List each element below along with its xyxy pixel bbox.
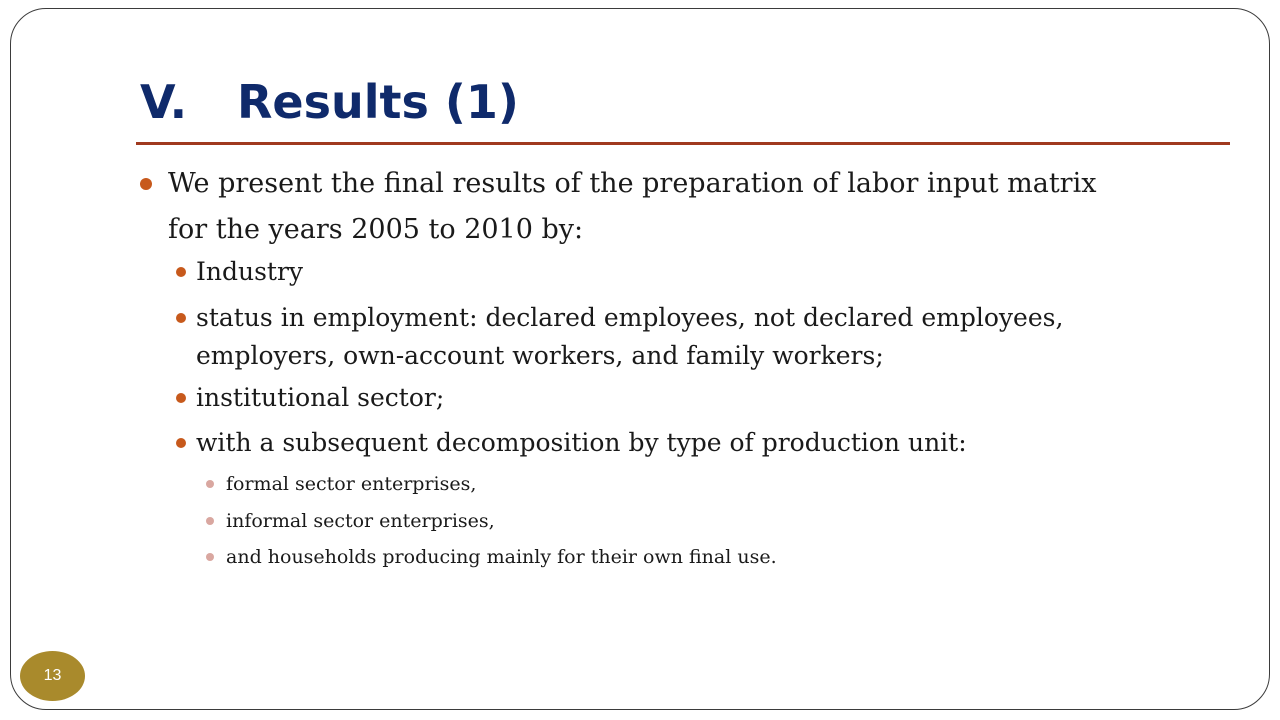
- sub-bullet-status-line1: status in employment: declared employees, not declared employees,: [196, 303, 1064, 332]
- sub-bullet-institutional-text: institutional sector;: [196, 383, 445, 412]
- sub-sub-bullet-dot-icon: [206, 517, 214, 525]
- sub-sub-bullet-dot-icon: [206, 480, 214, 488]
- sub-bullet-industry: [196, 254, 303, 290]
- bullet-dot-icon: [140, 178, 152, 190]
- bullet-main-line2: for the years 2005 to 2010 by:: [168, 214, 584, 245]
- sub-bullet-institutional: [196, 380, 444, 416]
- sub-bullet-status-line2: employers, own-account workers, and family workers;: [196, 341, 884, 370]
- sub-bullet-status: [196, 300, 1063, 336]
- sub-sub-bullet-dot-icon: [206, 553, 214, 561]
- sub-bullet-dot-icon: [176, 313, 186, 323]
- sub-bullet-decomposition-text: with a subsequent decomposition by type of production unit:: [196, 428, 967, 457]
- sub-bullet-status-continuation: [196, 338, 884, 374]
- sub-sub-bullet-formal: [226, 471, 476, 497]
- title-number: V.: [140, 75, 188, 129]
- sub-bullet-dot-icon: [176, 393, 186, 403]
- sub-sub-bullet-informal-text: informal sector enterprises,: [226, 510, 495, 532]
- sub-sub-bullet-informal: [226, 508, 495, 534]
- bullet-main: [168, 164, 1096, 204]
- sub-bullet-industry-text: Industry: [196, 257, 304, 286]
- sub-sub-bullet-households: [226, 544, 777, 570]
- sub-sub-bullet-households-text: and households producing mainly for their own final use.: [226, 546, 777, 568]
- sub-bullet-decomposition: [196, 425, 967, 461]
- title-text: Results (1): [237, 75, 519, 129]
- sub-bullet-dot-icon: [176, 438, 186, 448]
- page-number-badge: 13: [20, 651, 85, 701]
- sub-sub-bullet-formal-text: formal sector enterprises,: [226, 473, 477, 495]
- bullet-main-line1: We present the final results of the preparation of labor input matrix: [168, 168, 1097, 199]
- bullet-main-continuation: [168, 210, 583, 250]
- sub-bullet-dot-icon: [176, 267, 186, 277]
